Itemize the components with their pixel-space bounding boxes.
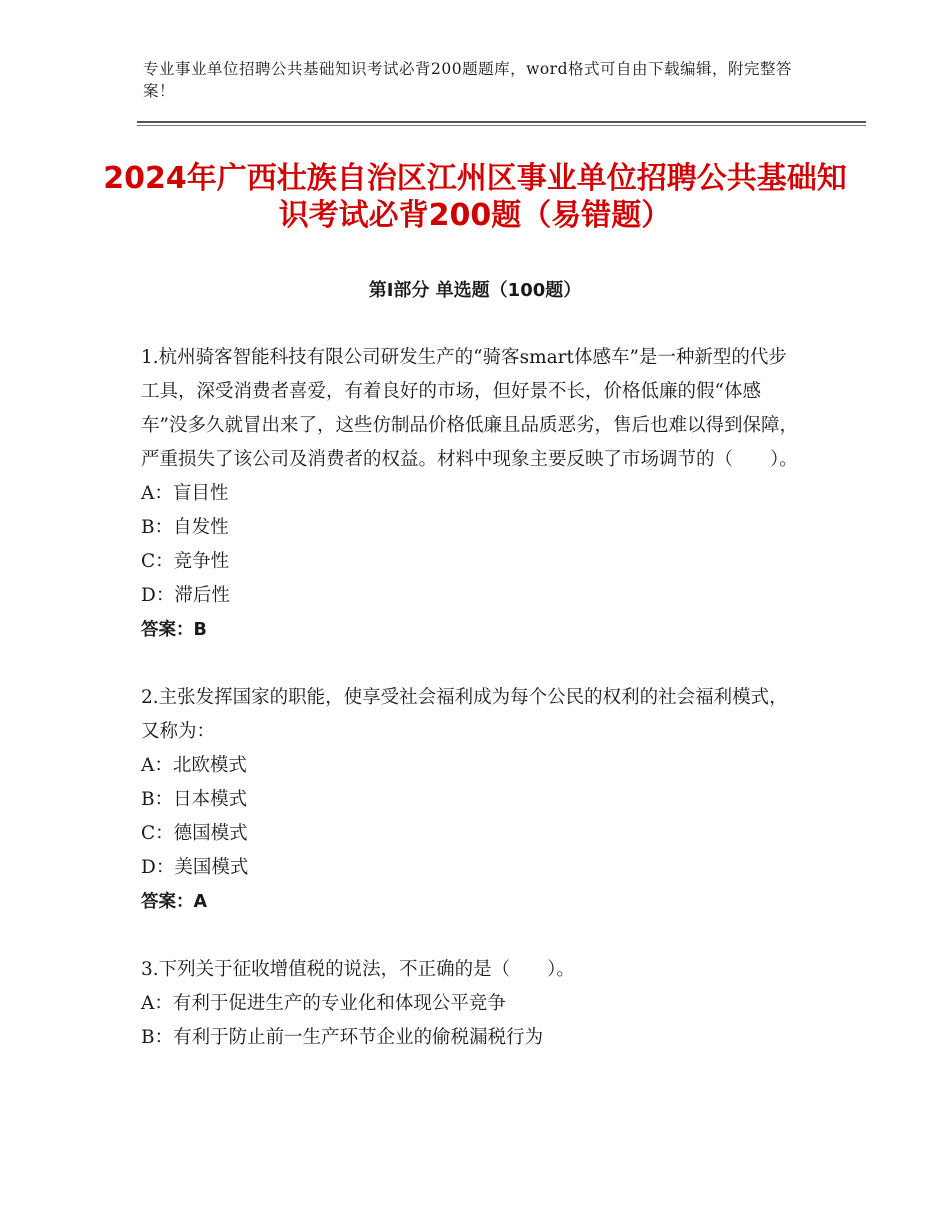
option-d: D：滞后性 [141, 585, 230, 606]
question-list [141, 341, 801, 1089]
header-divider-thin [137, 125, 866, 126]
option-a: A：北欧模式 [141, 755, 247, 776]
option-b: B：日本模式 [141, 789, 248, 810]
section-title: 第Ⅰ部分 单选题（100题） [368, 280, 582, 301]
question-3 [141, 953, 801, 1055]
option-a: A：盲目性 [141, 483, 229, 504]
header-divider-thick [137, 121, 866, 123]
question-stem: 3.下列关于征收增值税的说法，不正确的是（ ）。 [141, 959, 575, 980]
option-b: B：有利于防止前一生产环节企业的偷税漏税行为 [141, 1027, 544, 1048]
question-2 [141, 681, 801, 919]
answer: 答案：B [141, 620, 207, 640]
question-stem: 2.主张发挥国家的职能，使享受社会福利成为每个公民的权利的社会福利模式，又称为： [141, 687, 788, 742]
option-c: C：竞争性 [141, 551, 230, 572]
option-c: C：德国模式 [141, 823, 248, 844]
option-b: B：自发性 [141, 517, 229, 538]
header-note: 专业事业单位招聘公共基础知识考试必背200题题库，word格式可自由下载编辑，附完整答案！ [143, 60, 793, 100]
option-d: D：美国模式 [141, 857, 249, 878]
question-stem: 1.杭州骑客智能科技有限公司研发生产的“骑客smart体感车”是一种新型的代步工具，深受消费者喜爱，有着良好的市场，但好景不长，价格低廉的假“体感车”没多久就冒出来了，这些仿制品价格低廉且品质恶劣，售后也难以得到保障，严重损失了该公司及消费者的权益。材料中现象主要反映了市场调节的（ ）。 [141, 347, 798, 470]
document-title: 2024年广西壮族自治区江州区事业单位招聘公共基础知识考试必背200题（易错题） [103, 161, 847, 233]
option-a: A：有利于促进生产的专业化和体现公平竞争 [141, 993, 506, 1014]
answer: 答案：A [141, 892, 208, 912]
question-1 [141, 341, 801, 647]
